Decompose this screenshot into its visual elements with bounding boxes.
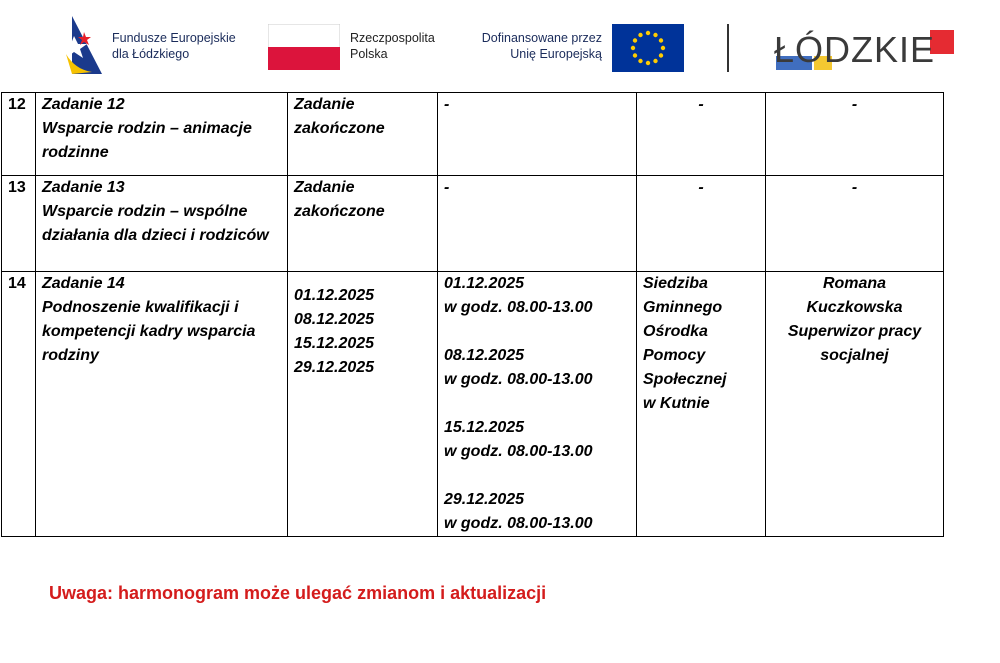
hours-cell: - [438, 176, 637, 272]
task-cell [36, 272, 288, 537]
place-line: Gminnego [643, 299, 723, 316]
place-cell [637, 272, 766, 537]
table-row [2, 176, 944, 272]
person-line: Superwizor pracy [787, 323, 922, 340]
session-date: 29.12.2025 [444, 491, 525, 508]
session-date: 08.12.2025 [444, 347, 525, 364]
status-line: zakończone [294, 120, 385, 137]
session-hours: w godz. 08.00-13.00 [444, 443, 593, 460]
person-cell: - [766, 176, 944, 272]
session-hours: w godz. 08.00-13.00 [444, 299, 593, 316]
fe-line-2: dla Łódzkiego [112, 47, 190, 61]
task-desc-line: Podnoszenie kwalifikacji i [42, 299, 239, 316]
session-hours: w godz. 08.00-13.00 [444, 371, 593, 388]
place-line: w Kutnie [643, 395, 710, 412]
place-cell: - [637, 176, 766, 272]
schedule-change-note: Uwaga: harmonogram może ulegać zmianom i aktualizacji [49, 583, 547, 603]
table-row [2, 272, 944, 537]
place-line: Pomocy [643, 347, 706, 364]
schedule-table [1, 92, 944, 537]
dates-cell [288, 93, 438, 176]
task-cell [36, 93, 288, 176]
row-number: 12 [2, 93, 36, 176]
eu-line-2: Unię Europejską [510, 47, 602, 61]
status-line: zakończone [294, 203, 385, 220]
dates-cell [288, 176, 438, 272]
date-line: 01.12.2025 [294, 287, 375, 304]
task-desc-line: Wsparcie rodzin – wspólne [42, 203, 248, 220]
date-line: 15.12.2025 [294, 335, 375, 352]
place-line: Siedziba [643, 275, 708, 292]
pl-line-2: Polska [350, 47, 388, 61]
hours-cell [438, 272, 637, 537]
person-line: Romana [822, 275, 887, 292]
logo-divider [727, 24, 729, 72]
date-line: 29.12.2025 [294, 359, 375, 376]
pl-line-1: Rzeczpospolita [350, 31, 435, 45]
row-number: 14 [2, 272, 36, 537]
eu-flag-icon [612, 24, 684, 72]
task-title: Zadanie 14 [42, 275, 125, 292]
status-line: Zadanie [294, 179, 355, 196]
place-line: Ośrodka [643, 323, 708, 340]
task-desc-line: Wsparcie rodzin – animacje [42, 120, 252, 137]
session-hours: w godz. 08.00-13.00 [444, 515, 593, 532]
person-cell [766, 272, 944, 537]
logo-strip [0, 0, 1000, 88]
dates-cell [288, 272, 438, 537]
task-desc-line: rodziny [42, 347, 99, 364]
eu-line-1: Dofinansowane przez [481, 31, 602, 45]
table-row [2, 93, 944, 176]
person-cell: - [766, 93, 944, 176]
task-cell [36, 176, 288, 272]
date-line: 08.12.2025 [294, 311, 375, 328]
fundusze-europejskie-label [112, 30, 236, 62]
lodzkie-logo [774, 30, 954, 70]
hours-cell: - [438, 93, 637, 176]
person-line: Kuczkowska [806, 299, 903, 316]
task-desc-line: działania dla dzieci i rodziców [42, 227, 269, 244]
lodzkie-wordmark: ŁÓDZKIE [774, 29, 936, 70]
place-line: Społecznej [643, 371, 727, 388]
rzeczpospolita-label [350, 30, 435, 62]
row-number: 13 [2, 176, 36, 272]
place-cell: - [637, 93, 766, 176]
task-desc-line: rodzinne [42, 144, 109, 161]
poland-flag-icon [268, 24, 340, 70]
fe-line-1: Fundusze Europejskie [112, 31, 236, 45]
session-date: 15.12.2025 [444, 419, 525, 436]
task-title: Zadanie 12 [42, 96, 125, 113]
eu-funding-label [470, 30, 602, 62]
status-line: Zadanie [294, 96, 355, 113]
person-line: socjalnej [820, 347, 889, 364]
session-date: 01.12.2025 [444, 275, 525, 292]
fundusze-europejskie-logo-icon [62, 14, 106, 76]
task-title: Zadanie 13 [42, 179, 125, 196]
task-desc-line: kompetencji kadry wsparcia [42, 323, 256, 340]
